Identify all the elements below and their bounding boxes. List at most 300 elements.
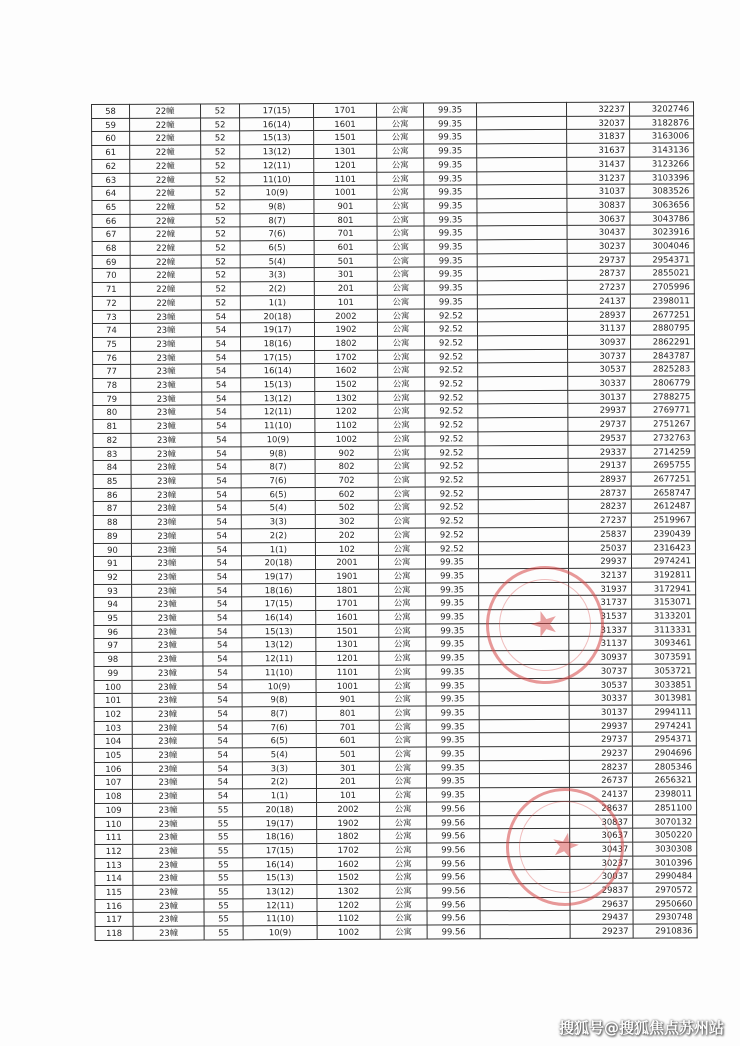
table-cell: 1002: [315, 432, 378, 446]
table-cell: 54: [203, 707, 242, 721]
table-cell: 67: [92, 228, 130, 242]
table-cell: 301: [316, 761, 379, 775]
table-cell: 60: [92, 132, 130, 146]
table-cell: 99.35: [424, 226, 477, 240]
table-cell: 54: [202, 501, 241, 515]
table-cell: 9(8): [242, 693, 316, 707]
table-cell: 52: [201, 172, 240, 186]
table-cell: [477, 267, 567, 281]
table-cell: 公寓: [379, 774, 426, 788]
table-row: [95, 924, 697, 940]
table-cell: 93: [94, 584, 132, 598]
table-cell: 54: [203, 583, 242, 597]
table-cell: 公寓: [379, 788, 426, 802]
table-cell: 10(9): [243, 926, 317, 940]
table-cell: 2656321: [632, 773, 696, 787]
table-cell: 公寓: [378, 542, 425, 556]
table-cell: [477, 253, 567, 267]
table-cell: 2862291: [631, 335, 695, 349]
table-cell: 55: [204, 885, 243, 899]
table-cell: 11(10): [242, 665, 316, 679]
table-cell: 502: [315, 501, 378, 515]
table-cell: 95: [94, 611, 132, 625]
table-cell: 69: [92, 255, 130, 269]
table-cell: 97: [94, 639, 132, 653]
table-cell: 30337: [569, 691, 632, 705]
table-cell: 3030308: [633, 842, 697, 856]
table-cell: 102: [94, 707, 132, 721]
table-cell: 15(13): [241, 378, 315, 392]
table-cell: 2001: [315, 555, 378, 569]
table-cell: 20(18): [241, 556, 315, 570]
table-cell: 26737: [569, 774, 632, 788]
table-cell: 30237: [570, 856, 633, 870]
table-cell: 22幢: [130, 131, 201, 145]
table-cell: 23幢: [133, 803, 204, 817]
table-cell: 54: [203, 597, 242, 611]
table-cell: 99.35: [426, 788, 479, 802]
table-cell: 公寓: [380, 857, 427, 871]
table-cell: 28937: [568, 472, 631, 486]
table-cell: 114: [95, 872, 133, 886]
table-cell: 54: [203, 638, 242, 652]
table-cell: 99.35: [426, 610, 479, 624]
table-cell: 公寓: [379, 651, 426, 665]
table-cell: 2612487: [631, 499, 695, 513]
table-cell: 31637: [567, 143, 630, 157]
table-cell: 1701: [314, 103, 377, 117]
table-cell: 25037: [568, 541, 631, 555]
table-cell: 23幢: [132, 597, 203, 611]
table-cell: 54: [202, 488, 241, 502]
table-cell: 1602: [315, 364, 378, 378]
table-cell: 30937: [569, 650, 632, 664]
table-cell: 1302: [315, 391, 378, 405]
table-cell: 2851100: [633, 801, 697, 815]
table-cell: 29237: [569, 746, 632, 760]
table-cell: 16(14): [241, 364, 315, 378]
table-cell: 1301: [316, 638, 379, 652]
table-cell: 3182876: [630, 116, 694, 130]
table-cell: 2806779: [631, 376, 695, 390]
table-cell: 1902: [317, 816, 380, 830]
table-cell: 3113331: [632, 623, 696, 637]
table-cell: 11(10): [241, 419, 315, 433]
table-cell: 101: [94, 694, 132, 708]
table-cell: 99.56: [427, 829, 480, 843]
table-cell: 公寓: [377, 267, 424, 281]
table-cell: 3133201: [632, 609, 696, 623]
table-cell: 28237: [569, 760, 632, 774]
table-cell: 55: [204, 858, 243, 872]
table-cell: [477, 198, 567, 212]
table-cell: 99.56: [427, 870, 480, 884]
table-cell: 701: [314, 227, 377, 241]
table-cell: 31537: [569, 609, 632, 623]
table-cell: 54: [202, 405, 241, 419]
table-cell: 8(7): [242, 706, 316, 720]
table-cell: 77: [93, 365, 131, 379]
table-cell: [479, 719, 569, 733]
table-cell: 1601: [316, 610, 379, 624]
table-cell: 54: [203, 611, 242, 625]
table-cell: [478, 472, 568, 486]
table-cell: 74: [92, 324, 130, 338]
table-cell: 54: [202, 446, 241, 460]
table-cell: 29937: [569, 719, 632, 733]
table-cell: 1101: [316, 665, 379, 679]
table-cell: 54: [202, 419, 241, 433]
table-cell: 3050220: [633, 828, 697, 842]
table-cell: 99.35: [426, 582, 479, 596]
table-cell: 29337: [568, 445, 631, 459]
table-cell: 1102: [315, 418, 378, 432]
table-cell: 22幢: [130, 145, 201, 159]
table-cell: 601: [314, 240, 377, 254]
table-cell: 3013981: [632, 691, 696, 705]
table-cell: [478, 431, 568, 445]
table-cell: 2769771: [631, 403, 695, 417]
table-cell: 公寓: [377, 240, 424, 254]
table-cell: 公寓: [380, 870, 427, 884]
table-cell: 1701: [316, 597, 379, 611]
table-cell: 52: [201, 200, 240, 214]
table-cell: 1001: [314, 185, 377, 199]
table-cell: 公寓: [376, 103, 423, 117]
table-cell: 29137: [568, 458, 631, 472]
table-cell: 201: [316, 775, 379, 789]
table-cell: 76: [93, 351, 131, 365]
table-cell: 2(2): [242, 775, 316, 789]
table-cell: 801: [314, 213, 377, 227]
table-cell: 2950660: [633, 897, 697, 911]
table-cell: 82: [93, 433, 131, 447]
table-cell: 公寓: [377, 144, 424, 158]
table-cell: 29437: [570, 911, 633, 925]
table-cell: 501: [314, 254, 377, 268]
table-cell: 公寓: [377, 117, 424, 131]
table-cell: 3073591: [632, 650, 696, 664]
table-cell: 8(7): [240, 213, 314, 227]
table-cell: 1(1): [241, 542, 315, 556]
table-cell: 18(16): [241, 336, 315, 350]
table-cell: 54: [201, 323, 240, 337]
table-cell: 2751267: [631, 417, 695, 431]
table-cell: 106: [94, 762, 132, 776]
table-cell: 23幢: [132, 570, 203, 584]
table-cell: 2788275: [631, 390, 695, 404]
table-cell: 99.35: [424, 240, 477, 254]
table-cell: [477, 294, 567, 308]
table-cell: 109: [95, 803, 133, 817]
table-cell: 9(8): [241, 446, 315, 460]
table-cell: 99.35: [426, 665, 479, 679]
table-cell: 23幢: [131, 460, 202, 474]
table-cell: 3123266: [630, 157, 694, 171]
table-cell: 1101: [314, 172, 377, 186]
table-cell: 8(7): [241, 460, 315, 474]
table-cell: 92.52: [425, 459, 478, 473]
table-cell: 118: [95, 927, 133, 941]
table-cell: 96: [94, 625, 132, 639]
table-cell: 公寓: [377, 295, 424, 309]
table-cell: 公寓: [379, 596, 426, 610]
table-cell: 55: [204, 844, 243, 858]
table-cell: [477, 144, 567, 158]
table-cell: 87: [93, 502, 131, 516]
table-cell: 23幢: [132, 775, 203, 789]
table-cell: 10(9): [241, 432, 315, 446]
table-cell: 54: [202, 460, 241, 474]
table-cell: 99.35: [426, 761, 479, 775]
table-cell: [478, 363, 568, 377]
table-cell: 2880795: [630, 321, 694, 335]
table-cell: 54: [203, 748, 242, 762]
table-cell: 2970572: [633, 883, 697, 897]
table-cell: 13(12): [241, 391, 315, 405]
table-cell: 1(1): [240, 295, 314, 309]
table-cell: [478, 486, 568, 500]
table-cell: 公寓: [377, 254, 424, 268]
table-cell: 29537: [568, 431, 631, 445]
table-cell: 113: [95, 858, 133, 872]
table-cell: 54: [202, 364, 241, 378]
table-cell: 2714259: [631, 444, 695, 458]
table-cell: 92.52: [425, 404, 478, 418]
table-cell: 55: [204, 816, 243, 830]
table-cell: 31837: [567, 130, 630, 144]
table-cell: 20(18): [243, 802, 317, 816]
table-cell: 55: [204, 899, 243, 913]
table-cell: 2002: [314, 309, 377, 323]
table-cell: 公寓: [379, 720, 426, 734]
table-cell: 31137: [567, 321, 630, 335]
table-cell: 12(11): [243, 898, 317, 912]
table-cell: 201: [314, 281, 377, 295]
table-cell: 99.35: [424, 144, 477, 158]
table-cell: 23幢: [132, 680, 203, 694]
table-cell: 公寓: [377, 130, 424, 144]
table-cell: 19(17): [242, 569, 316, 583]
table-cell: 99.35: [424, 130, 477, 144]
table-cell: 23幢: [131, 543, 202, 557]
table-cell: 22幢: [130, 200, 201, 214]
table-cell: 23幢: [132, 638, 203, 652]
table-cell: 1502: [317, 871, 380, 885]
table-cell: 公寓: [378, 500, 425, 514]
table-cell: 22幢: [130, 241, 201, 255]
table-cell: 30537: [568, 363, 631, 377]
table-cell: [478, 418, 568, 432]
table-cell: 17(15): [242, 597, 316, 611]
table-cell: 23幢: [131, 337, 202, 351]
table-cell: 23幢: [132, 625, 203, 639]
table-cell: 2695755: [631, 458, 695, 472]
table-cell: 99.56: [427, 884, 480, 898]
table-cell: 52: [201, 296, 240, 310]
table-cell: 99.35: [424, 212, 477, 226]
table-cell: 62: [92, 159, 130, 173]
table-cell: 52: [201, 145, 240, 159]
table-cell: [477, 322, 567, 336]
table-cell: 83: [93, 447, 131, 461]
table-cell: 1302: [317, 884, 380, 898]
table-cell: 公寓: [380, 829, 427, 843]
table-cell: 64: [92, 187, 130, 201]
table-cell: 54: [203, 625, 242, 639]
table-cell: 90: [93, 543, 131, 557]
table-cell: 107: [94, 776, 132, 790]
table-cell: 3202746: [629, 102, 693, 116]
table-cell: 23幢: [132, 652, 203, 666]
table-cell: 23幢: [132, 721, 203, 735]
table-cell: 3(3): [242, 761, 316, 775]
table-cell: 3070132: [633, 814, 697, 828]
table-cell: 23幢: [131, 501, 202, 515]
table-cell: [477, 185, 567, 199]
table-cell: 92.52: [425, 418, 478, 432]
table-cell: 23幢: [131, 405, 202, 419]
table-cell: 99.35: [426, 719, 479, 733]
table-cell: 23幢: [133, 844, 204, 858]
table-cell: 公寓: [380, 898, 427, 912]
table-cell: 2974241: [632, 719, 696, 733]
table-cell: 1602: [317, 857, 380, 871]
table-cell: 99.35: [425, 555, 478, 569]
table-cell: 108: [94, 789, 132, 803]
table-cell: [478, 541, 568, 555]
table-cell: 110: [95, 817, 133, 831]
table-cell: 92.52: [425, 377, 478, 391]
table-cell: 16(14): [242, 611, 316, 625]
table-cell: 52: [201, 186, 240, 200]
table-cell: 28737: [567, 267, 630, 281]
table-cell: 公寓: [380, 912, 427, 926]
table-cell: 54: [202, 392, 241, 406]
table-cell: 公寓: [379, 747, 426, 761]
table-cell: 55: [204, 830, 243, 844]
watermark-text: 搜狐号@搜狐焦点苏州站: [558, 1019, 724, 1037]
table-cell: 23幢: [132, 748, 203, 762]
table-cell: 2002: [317, 802, 380, 816]
table-cell: 23幢: [132, 666, 203, 680]
table-cell: 23幢: [131, 419, 202, 433]
table-cell: 55: [204, 871, 243, 885]
table-cell: 2732763: [631, 431, 695, 445]
table-cell: 702: [315, 473, 378, 487]
table-cell: 52: [201, 282, 240, 296]
table-cell: 23幢: [132, 584, 203, 598]
table-cell: 公寓: [377, 281, 424, 295]
table-cell: 99.35: [426, 569, 479, 583]
table-cell: 2825283: [631, 362, 695, 376]
table-cell: [476, 102, 566, 116]
table-cell: 18(16): [242, 583, 316, 597]
table-cell: 2930748: [633, 910, 697, 924]
table-cell: 3010396: [633, 856, 697, 870]
table-cell: 54: [202, 378, 241, 392]
table-cell: 公寓: [377, 199, 424, 213]
table-cell: 7(6): [240, 227, 314, 241]
table-cell: 公寓: [377, 158, 424, 172]
table-cell: 31737: [569, 595, 632, 609]
table-cell: 2658747: [631, 486, 695, 500]
table-cell: 27237: [568, 513, 631, 527]
table-cell: 29237: [570, 924, 633, 938]
table-cell: 91: [93, 557, 131, 571]
table-cell: 84: [93, 461, 131, 475]
table-cell: 59: [92, 118, 130, 132]
table-cell: 115: [95, 885, 133, 899]
table-cell: [477, 308, 567, 322]
table-cell: 6(5): [241, 487, 315, 501]
table-cell: 92.52: [425, 445, 478, 459]
table-cell: 99.35: [424, 199, 477, 213]
table-cell: 2(2): [241, 528, 315, 542]
table-cell: [479, 705, 569, 719]
table-cell: 801: [316, 706, 379, 720]
table-cell: 75: [93, 337, 131, 351]
table-cell: 28937: [567, 308, 630, 322]
table-cell: 2(2): [240, 282, 314, 296]
table-cell: 30037: [570, 870, 633, 884]
table-cell: 65: [92, 200, 130, 214]
table-cell: 2994111: [632, 705, 696, 719]
table-cell: 公寓: [377, 213, 424, 227]
table-cell: 20(18): [240, 309, 314, 323]
table-cell: 31337: [569, 623, 632, 637]
table-cell: 54: [202, 515, 241, 529]
table-cell: 29737: [567, 253, 630, 267]
table-cell: 23幢: [131, 515, 202, 529]
table-cell: 105: [94, 748, 132, 762]
table-cell: 23幢: [131, 447, 202, 461]
table-cell: 54: [203, 775, 242, 789]
table-cell: 公寓: [378, 363, 425, 377]
table-cell: 92.52: [425, 349, 478, 363]
table-cell: 902: [315, 446, 378, 460]
table-cell: [479, 774, 569, 788]
table-cell: 23幢: [133, 899, 204, 913]
table-cell: 5(4): [242, 748, 316, 762]
table-cell: 17(15): [240, 104, 314, 118]
table-cell: 15(13): [242, 624, 316, 638]
table-cell: 1202: [317, 898, 380, 912]
table-cell: 3004046: [630, 239, 694, 253]
table-cell: 802: [315, 460, 378, 474]
table-cell: 54: [203, 652, 242, 666]
table-cell: 公寓: [378, 405, 425, 419]
table-cell: 54: [203, 666, 242, 680]
table-cell: 30937: [568, 335, 631, 349]
table-cell: 1901: [316, 569, 379, 583]
table-cell: [478, 445, 568, 459]
table-cell: 61: [92, 145, 130, 159]
table-cell: 31437: [567, 157, 630, 171]
table-cell: 3143136: [630, 143, 694, 157]
table-cell: 32037: [567, 116, 630, 130]
table-cell: 92.52: [424, 308, 477, 322]
table-cell: 54: [202, 433, 241, 447]
table-cell: [480, 911, 570, 925]
table-cell: 54: [203, 762, 242, 776]
table-cell: 99.35: [426, 692, 479, 706]
table-cell: 公寓: [377, 185, 424, 199]
table-cell: 5(4): [241, 501, 315, 515]
table-cell: 52: [201, 118, 240, 132]
table-cell: 55: [204, 803, 243, 817]
table-cell: 22幢: [130, 268, 201, 282]
